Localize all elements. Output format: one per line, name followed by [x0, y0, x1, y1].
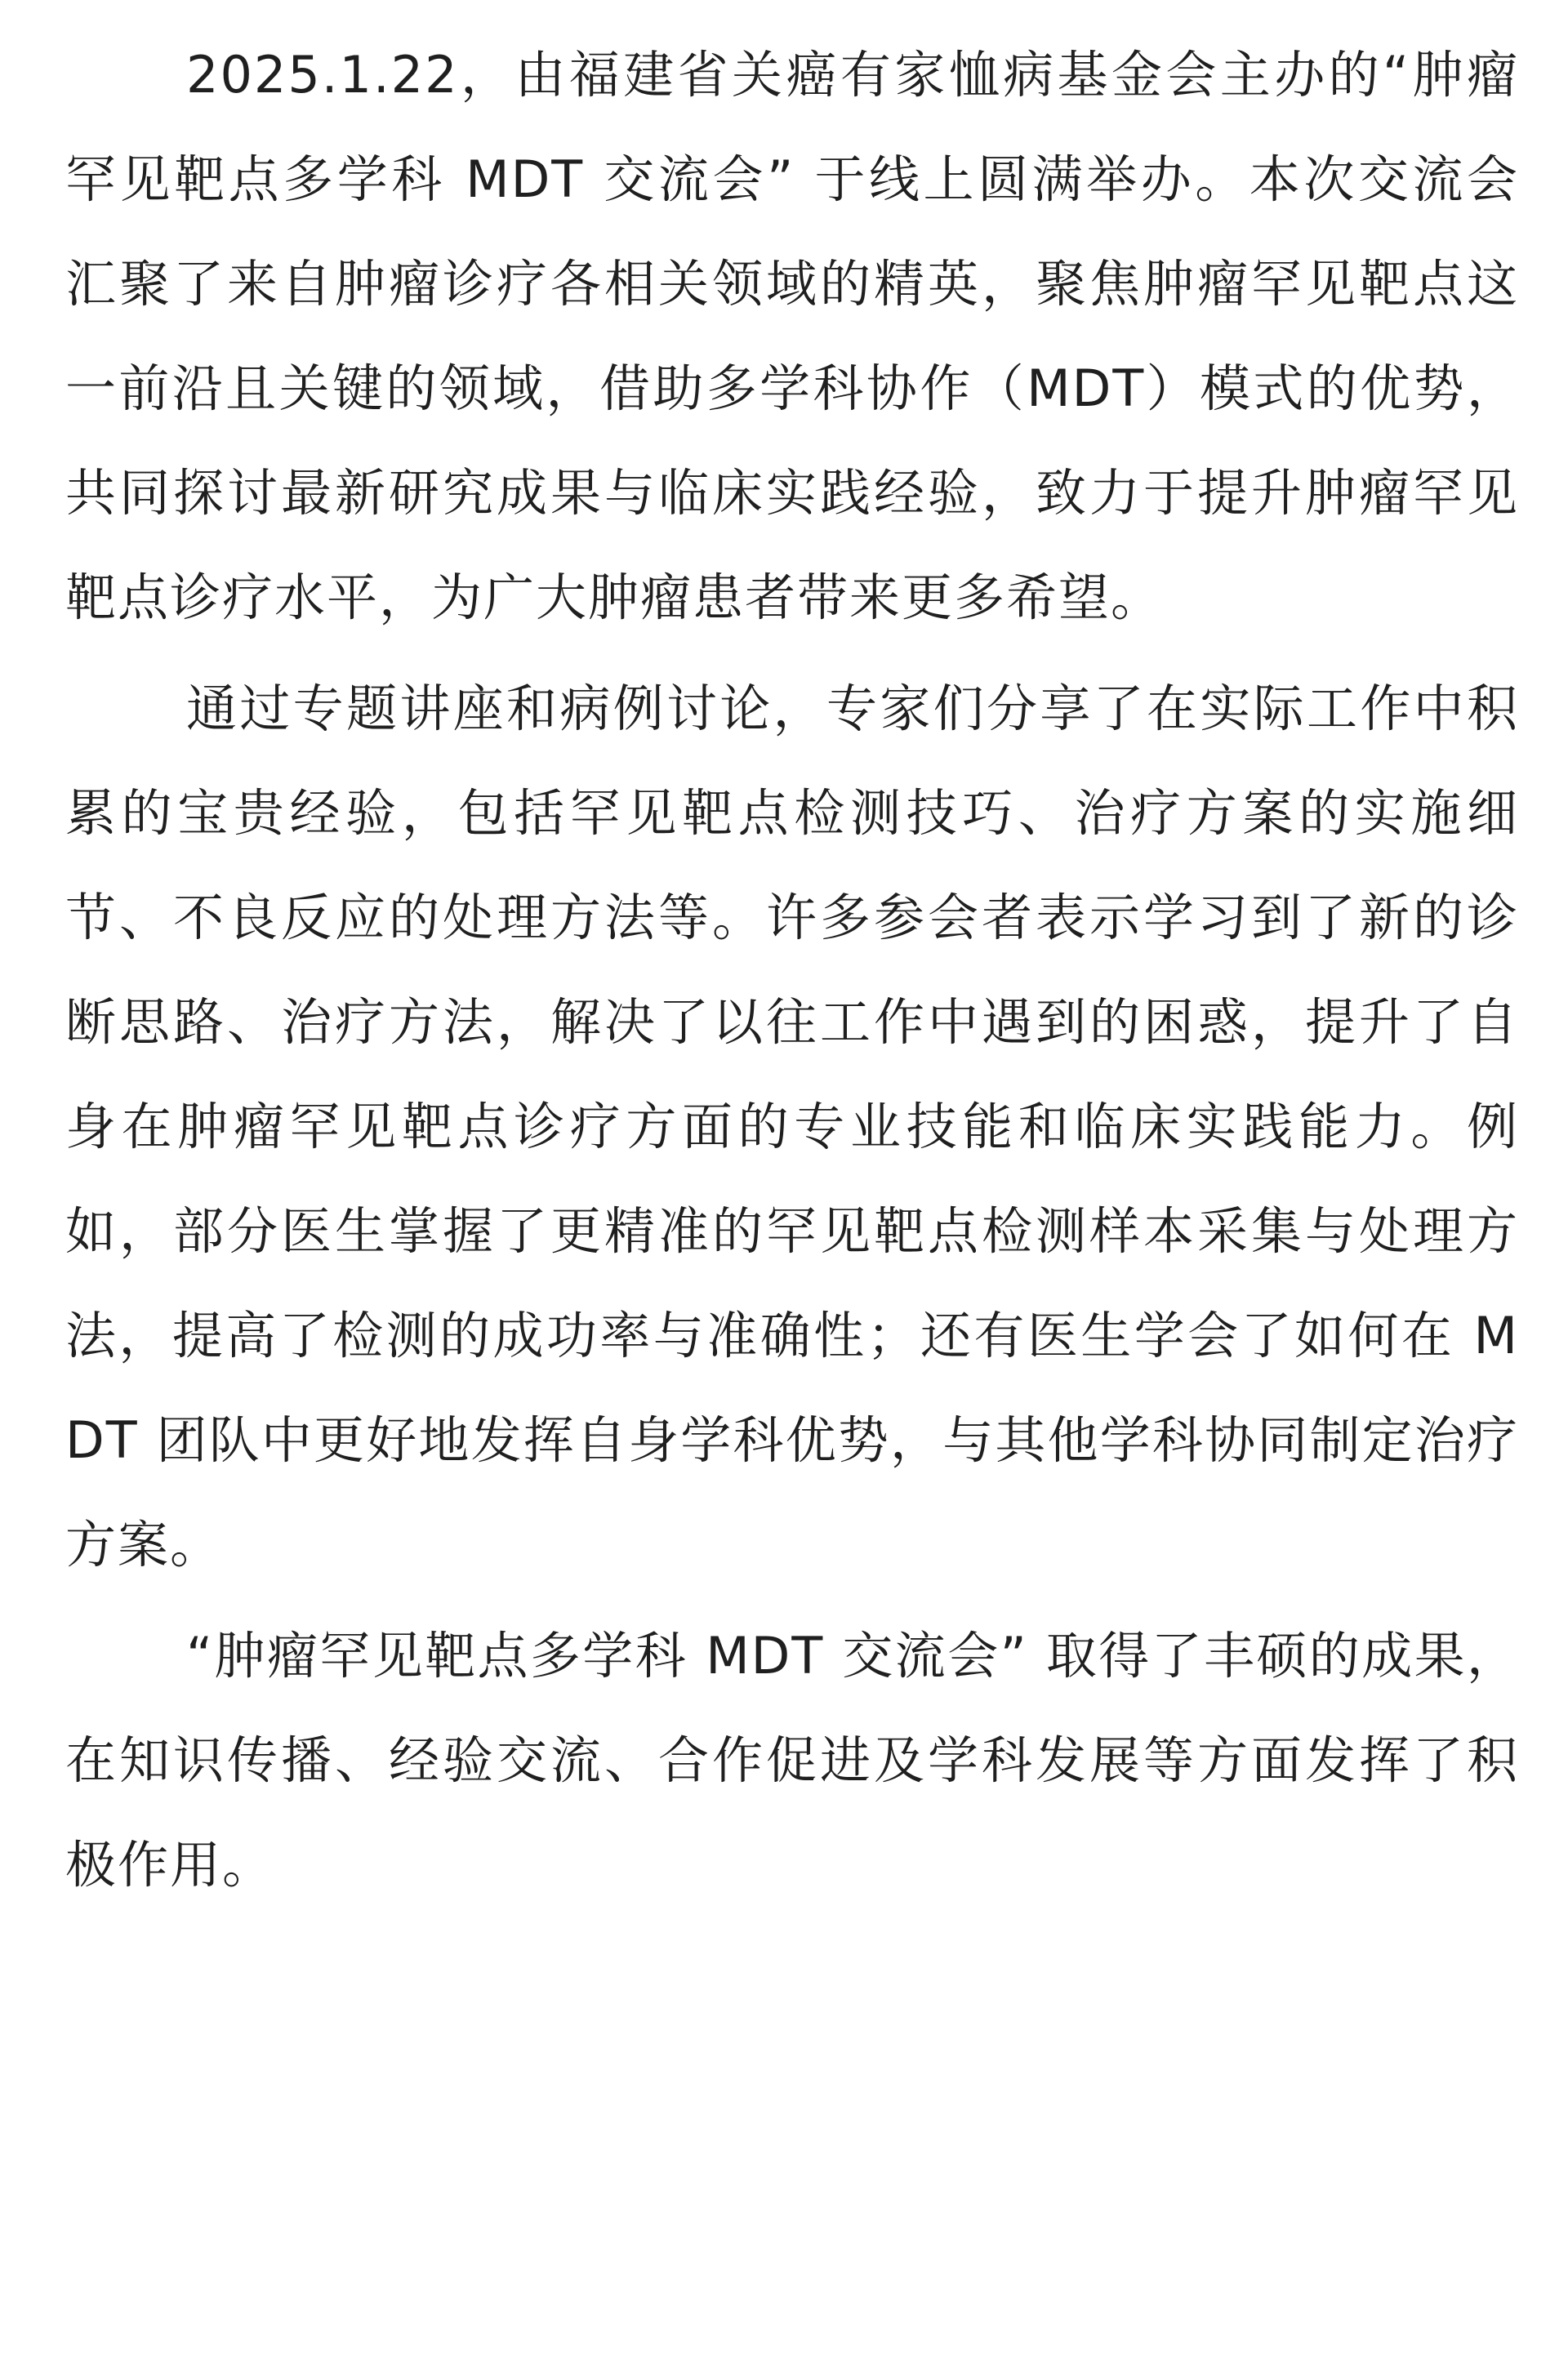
paragraph-conclusion: “肿瘤罕见靶点多学科 MDT 交流会” 取得了丰硕的成果，在知识传播、经验交流、合作促进及学科发展等方面发挥了积极作用。 [65, 1626, 1519, 1895]
article-body [65, 23, 1519, 1917]
paragraph-intro: 2025.1.22，由福建省关癌有家恤病基金会主办的“肿瘤罕见靶点多学科 MDT 交流会” 于线上圆满举办。本次交流会汇聚了来自肿瘤诊疗各相关领域的精英，聚焦肿瘤罕见靶点这一前沿且关键的领域，借助多学科协作（MDT）模式的优势，共同探讨最新研究成果与临床实践经验，致力于提升肿瘤罕见靶点诊疗水平，为广大肿瘤患者带来更多希望。 [65, 45, 1519, 627]
paragraph-experience-sharing: 通过专题讲座和病例讨论，专家们分享了在实际工作中积累的宝贵经验，包括罕见靶点检测技巧、治疗方案的实施细节、不良反应的处理方法等。许多参会者表示学习到了新的诊断思路、治疗方法，解决了以往工作中遇到的困惑，提升了自身在肿瘤罕见靶点诊疗方面的专业技能和临床实践能力。例如，部分医生掌握了更精准的罕见靶点检测样本采集与处理方法，提高了检测的成功率与准确性；还有医生学会了如何在 MDT 团队中更好地发挥自身学科优势，与其他学科协同制定治疗方案。 [65, 679, 1519, 1574]
